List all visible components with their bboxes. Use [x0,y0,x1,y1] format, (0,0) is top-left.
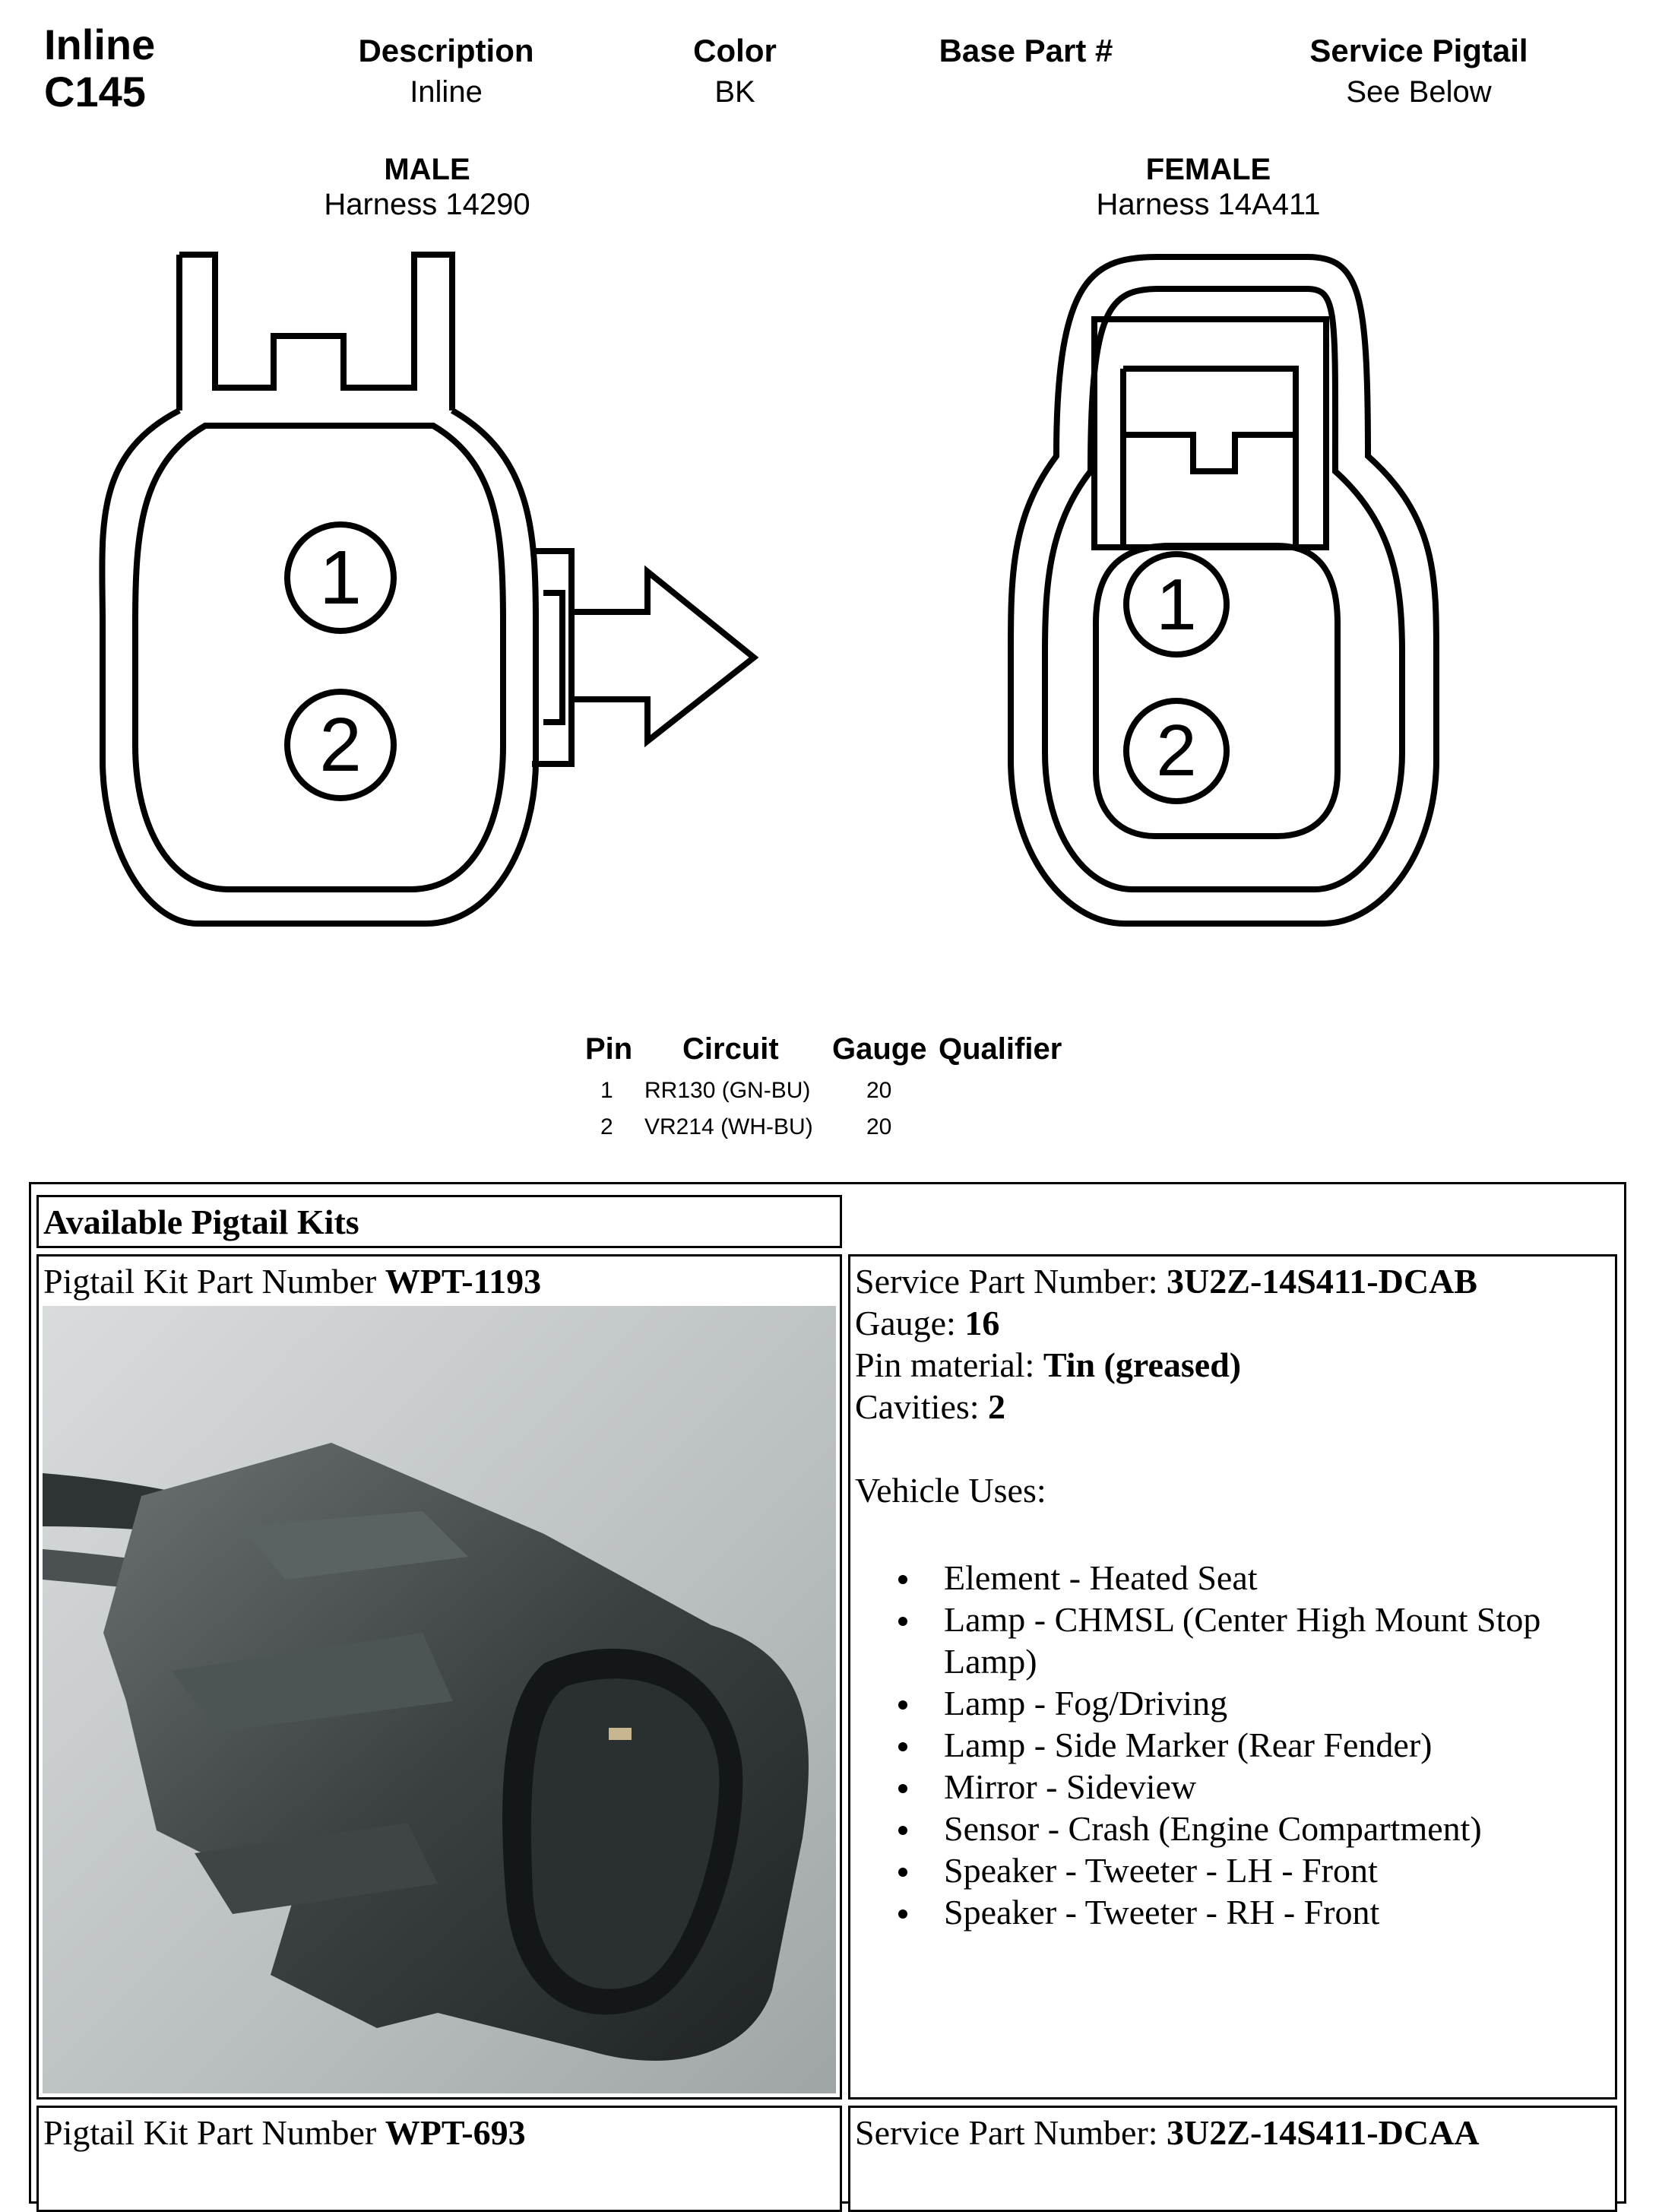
description-value: Inline [410,75,483,109]
kit-2-label [39,2108,840,2153]
color-value: BK [714,75,755,109]
gauge-header: Gauge [832,1032,927,1066]
pin-row-2-circuit: VR214 (WH-BU) [644,1114,813,1139]
kit-1-label [39,1257,840,1302]
pigtail-connector-photo [43,1306,836,2093]
color-column [575,32,894,114]
gauge-label: Gauge: [855,1304,965,1342]
pin-row-2-gauge: 20 [866,1114,892,1139]
kit-2-details-cell [848,2106,1617,2212]
female-label: FEMALE [1145,153,1271,186]
female-pin-2-label: 2 [1156,710,1197,791]
kit-2-number: WPT-693 [385,2113,526,2152]
service-part-number: 3U2Z-14S411-DCAB [1167,1262,1477,1301]
vehicle-use-item: Lamp - Fog/Driving [850,1682,1615,1724]
color-heading: Color [693,33,777,68]
kit-1-image-cell [36,1254,842,2099]
kit-1-details-cell [848,1254,1617,2099]
gauge-value: 16 [964,1304,1000,1342]
female-harness: Harness 14A411 [1096,188,1321,221]
pin-row-1-circuit: RR130 (GN-BU) [644,1078,811,1103]
male-pin-2-label: 2 [319,702,362,788]
kit-1-service-part [850,1257,1615,1302]
kit-2-label-text: Pigtail Kit Part Number [43,2113,385,2152]
connector-location: Inline [44,21,156,68]
service-pigtail-column [1259,32,1578,114]
cavities-value: 2 [988,1387,1006,1426]
connector-title [44,21,155,116]
pin-material-label: Pin material: [855,1345,1043,1384]
base-part-heading: Base Part # [939,33,1113,68]
vehicle-use-item: Sensor - Crash (Engine Compartment) [850,1808,1615,1849]
pin-row-2-pin: 2 [600,1114,613,1139]
pin-material-value: Tin (greased) [1043,1345,1242,1384]
kits-heading-cell [36,1195,842,1248]
kit-1-label-text: Pigtail Kit Part Number [43,1262,385,1301]
male-label: MALE [384,153,470,186]
female-view-title [980,152,1436,222]
arrow-icon [571,572,754,741]
kit-1-cavities [850,1386,1615,1428]
circuit-header: Circuit [682,1032,779,1066]
male-view-title [199,152,655,222]
pin-row-1-pin: 1 [600,1078,613,1103]
vehicle-use-item: Speaker - Tweeter - LH - Front [850,1849,1615,1891]
vehicle-use-item: Lamp - CHMSL (Center High Mount Stop [850,1599,1615,1640]
kit-2-service-part [850,2108,1615,2153]
vehicle-use-item-continuation: Lamp) [944,1642,1037,1681]
pin-header: Pin [585,1032,633,1066]
kit-1-gauge [850,1302,1615,1344]
kits-heading: Available Pigtail Kits [43,1203,359,1241]
kit-1-number: WPT-1193 [385,1262,542,1301]
male-pin-1-label: 1 [319,535,362,620]
description-heading: Description [358,33,534,68]
connector-face-diagram [0,228,1659,958]
base-part-column [866,32,1186,70]
service-part-label: Service Part Number: [855,1262,1167,1301]
kit-2-image-cell [36,2106,842,2212]
female-pin-1-label: 1 [1156,564,1197,645]
description-column [287,32,606,114]
service-part-number: 3U2Z-14S411-DCAA [1167,2113,1480,2152]
connector-id: C145 [44,68,146,116]
cavities-label: Cavities: [855,1387,989,1426]
qualifier-header: Qualifier [939,1032,1062,1066]
vehicle-use-item: Mirror - Sideview [850,1766,1615,1808]
vehicle-uses-label: Vehicle Uses: [855,1471,1046,1510]
vehicle-use-item: Lamp - Side Marker (Rear Fender) [850,1724,1615,1766]
pin-row-1-gauge: 20 [866,1078,892,1103]
kit-1-pin-material [850,1344,1615,1386]
service-part-label: Service Part Number: [855,2113,1167,2152]
service-pigtail-value: See Below [1346,75,1492,109]
vehicle-use-item: Speaker - Tweeter - RH - Front [850,1891,1615,1933]
male-harness: Harness 14290 [324,188,530,221]
service-pigtail-heading: Service Pigtail [1309,33,1528,68]
vehicle-use-item: Element - Heated Seat [850,1557,1615,1599]
vehicle-uses-list [850,1557,1615,1933]
